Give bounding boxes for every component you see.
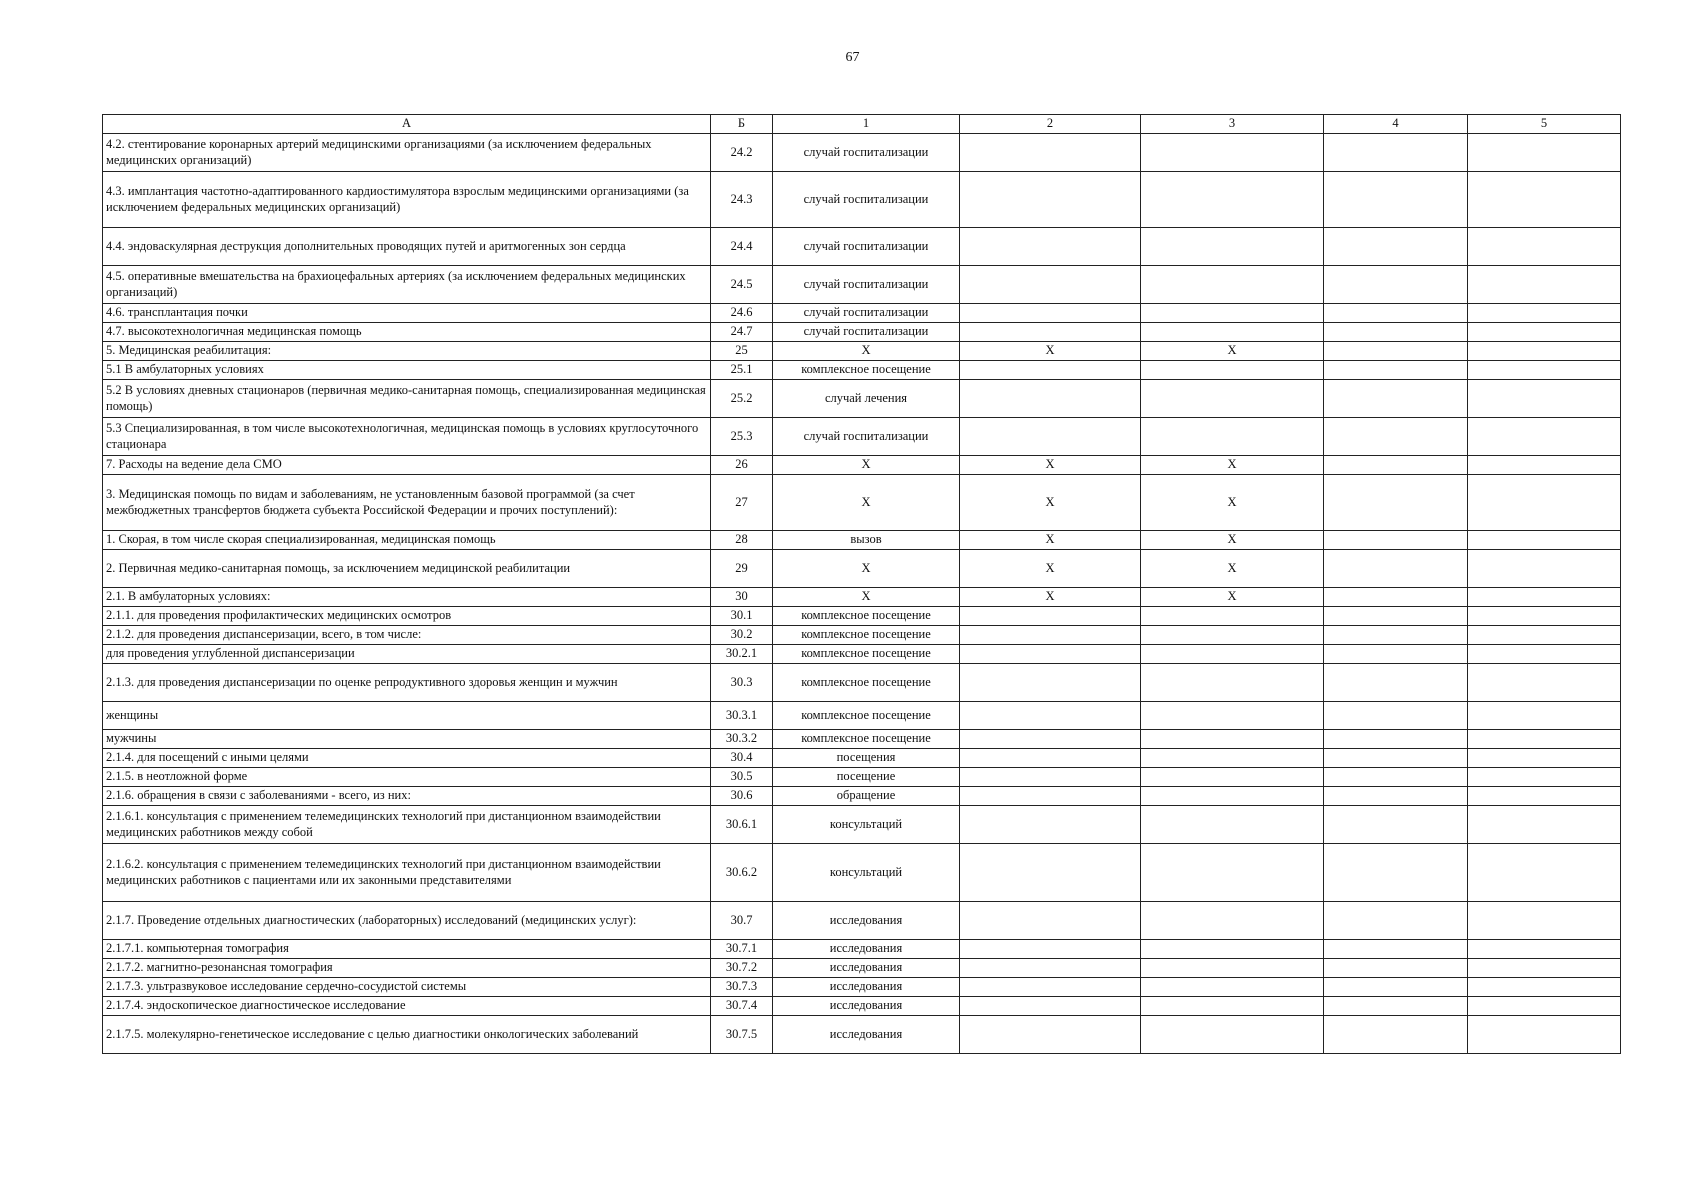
row-col5-cell bbox=[1468, 323, 1621, 342]
row-code-cell: 30.3.1 bbox=[711, 702, 773, 730]
row-col2-cell bbox=[960, 626, 1141, 645]
table-row bbox=[103, 940, 1621, 959]
row-name-cell: 4.6. трансплантация почки bbox=[103, 304, 711, 323]
row-code-cell: 24.4 bbox=[711, 228, 773, 266]
row-col5-cell bbox=[1468, 997, 1621, 1016]
row-col4-cell bbox=[1324, 1016, 1468, 1054]
row-name-cell: 3. Медицинская помощь по видам и заболеваниям, не установленным базовой программой (за счет межбюджетных трансфертов бюджета субъекта Российской Федерации и прочих поступлений): bbox=[103, 475, 711, 531]
row-col4-cell bbox=[1324, 380, 1468, 418]
row-col2-cell bbox=[960, 940, 1141, 959]
row-col4-cell bbox=[1324, 645, 1468, 664]
row-col5-cell bbox=[1468, 749, 1621, 768]
row-col2-cell bbox=[960, 172, 1141, 228]
row-col2-cell bbox=[960, 959, 1141, 978]
row-name-cell: 2.1.7.2. магнитно-резонансная томография bbox=[103, 959, 711, 978]
table-row bbox=[103, 304, 1621, 323]
data-table bbox=[102, 114, 1621, 1054]
row-col5-cell bbox=[1468, 266, 1621, 304]
row-unit-cell: комплексное посещение bbox=[773, 730, 960, 749]
row-col2-cell bbox=[960, 902, 1141, 940]
row-code-cell: 30.5 bbox=[711, 768, 773, 787]
row-name-cell: 2.1. В амбулаторных условиях: bbox=[103, 588, 711, 607]
row-col3-cell bbox=[1141, 702, 1324, 730]
row-col4-cell bbox=[1324, 702, 1468, 730]
row-col4-cell bbox=[1324, 475, 1468, 531]
row-code-cell: 30.1 bbox=[711, 607, 773, 626]
row-unit-cell: консультаций bbox=[773, 806, 960, 844]
row-unit-cell: исследования bbox=[773, 940, 960, 959]
row-col5-cell bbox=[1468, 361, 1621, 380]
page-number: 67 bbox=[845, 50, 860, 65]
row-unit-cell: X bbox=[773, 456, 960, 475]
row-unit-cell: исследования bbox=[773, 978, 960, 997]
row-col4-cell bbox=[1324, 730, 1468, 749]
row-unit-cell: комплексное посещение bbox=[773, 664, 960, 702]
row-name-cell: 2.1.7.4. эндоскопическое диагностическое исследование bbox=[103, 997, 711, 1016]
row-name-cell: 2.1.7.1. компьютерная томография bbox=[103, 940, 711, 959]
row-code-cell: 30.3 bbox=[711, 664, 773, 702]
row-col3-cell: X bbox=[1141, 342, 1324, 361]
row-col4-cell bbox=[1324, 266, 1468, 304]
row-col2-cell bbox=[960, 228, 1141, 266]
table-row bbox=[103, 323, 1621, 342]
row-col2-cell bbox=[960, 664, 1141, 702]
row-unit-cell: случай госпитализации bbox=[773, 323, 960, 342]
row-col3-cell bbox=[1141, 749, 1324, 768]
row-col5-cell bbox=[1468, 418, 1621, 456]
row-code-cell: 30.6.2 bbox=[711, 844, 773, 902]
row-col5-cell bbox=[1468, 806, 1621, 844]
row-col3-cell: X bbox=[1141, 475, 1324, 531]
row-col3-cell: X bbox=[1141, 550, 1324, 588]
row-col2-cell bbox=[960, 304, 1141, 323]
row-code-cell: 30.6 bbox=[711, 787, 773, 806]
row-col3-cell bbox=[1141, 940, 1324, 959]
row-name-cell: 2.1.1. для проведения профилактических медицинских осмотров bbox=[103, 607, 711, 626]
row-col3-cell bbox=[1141, 645, 1324, 664]
row-col2-cell bbox=[960, 730, 1141, 749]
row-code-cell: 24.2 bbox=[711, 134, 773, 172]
row-col5-cell bbox=[1468, 550, 1621, 588]
row-col3-cell bbox=[1141, 172, 1324, 228]
row-col5-cell bbox=[1468, 1016, 1621, 1054]
table-row bbox=[103, 844, 1621, 902]
table-row bbox=[103, 588, 1621, 607]
row-col5-cell bbox=[1468, 702, 1621, 730]
row-col3-cell bbox=[1141, 997, 1324, 1016]
row-name-cell: 4.3. имплантация частотно-адаптированного кардиостимулятора взрослым медицинскими организациями (за исключением федеральных медицинских организаций) bbox=[103, 172, 711, 228]
row-col4-cell bbox=[1324, 806, 1468, 844]
row-name-cell: 5.3 Специализированная, в том числе высокотехнологичная, медицинская помощь в условиях круглосуточного стационара bbox=[103, 418, 711, 456]
row-col5-cell bbox=[1468, 342, 1621, 361]
table-row bbox=[103, 664, 1621, 702]
row-code-cell: 24.3 bbox=[711, 172, 773, 228]
row-code-cell: 27 bbox=[711, 475, 773, 531]
row-name-cell: мужчины bbox=[103, 730, 711, 749]
row-col2-cell bbox=[960, 607, 1141, 626]
row-col2-cell bbox=[960, 266, 1141, 304]
row-col5-cell bbox=[1468, 531, 1621, 550]
row-name-cell: 2.1.6. обращения в связи с заболеваниями - всего, из них: bbox=[103, 787, 711, 806]
row-col2-cell bbox=[960, 323, 1141, 342]
table-row bbox=[103, 749, 1621, 768]
table-row bbox=[103, 959, 1621, 978]
row-col2-cell bbox=[960, 1016, 1141, 1054]
row-col4-cell bbox=[1324, 304, 1468, 323]
row-name-cell: 2.1.7.3. ультразвуковое исследование сердечно-сосудистой системы bbox=[103, 978, 711, 997]
header-col-2: 2 bbox=[960, 115, 1141, 134]
row-unit-cell: комплексное посещение bbox=[773, 626, 960, 645]
row-name-cell: 5.2 В условиях дневных стационаров (первичная медико-санитарная помощь, специализированная медицинская помощь) bbox=[103, 380, 711, 418]
row-unit-cell: X bbox=[773, 550, 960, 588]
row-unit-cell: случай госпитализации bbox=[773, 418, 960, 456]
row-col5-cell bbox=[1468, 978, 1621, 997]
table-row bbox=[103, 134, 1621, 172]
row-col4-cell bbox=[1324, 323, 1468, 342]
row-col2-cell bbox=[960, 645, 1141, 664]
row-col4-cell bbox=[1324, 940, 1468, 959]
row-col2-cell bbox=[960, 749, 1141, 768]
row-col4-cell bbox=[1324, 134, 1468, 172]
row-col4-cell bbox=[1324, 787, 1468, 806]
table-row bbox=[103, 475, 1621, 531]
row-col4-cell bbox=[1324, 607, 1468, 626]
row-unit-cell: комплексное посещение bbox=[773, 702, 960, 730]
row-col5-cell bbox=[1468, 380, 1621, 418]
row-col2-cell: X bbox=[960, 550, 1141, 588]
table-row bbox=[103, 228, 1621, 266]
row-col4-cell bbox=[1324, 749, 1468, 768]
row-col2-cell bbox=[960, 844, 1141, 902]
row-col5-cell bbox=[1468, 304, 1621, 323]
row-col2-cell bbox=[960, 361, 1141, 380]
row-col2-cell bbox=[960, 997, 1141, 1016]
row-col4-cell bbox=[1324, 342, 1468, 361]
row-col4-cell bbox=[1324, 588, 1468, 607]
table-row bbox=[103, 730, 1621, 749]
row-col2-cell bbox=[960, 702, 1141, 730]
row-col4-cell bbox=[1324, 228, 1468, 266]
table-row bbox=[103, 607, 1621, 626]
row-col3-cell bbox=[1141, 768, 1324, 787]
header-col-5: 5 bbox=[1468, 115, 1621, 134]
header-col-3: 3 bbox=[1141, 115, 1324, 134]
row-unit-cell: комплексное посещение bbox=[773, 361, 960, 380]
row-name-cell: 5.1 В амбулаторных условиях bbox=[103, 361, 711, 380]
row-code-cell: 30.7 bbox=[711, 902, 773, 940]
row-col3-cell bbox=[1141, 844, 1324, 902]
row-col3-cell bbox=[1141, 304, 1324, 323]
row-col5-cell bbox=[1468, 645, 1621, 664]
row-col3-cell bbox=[1141, 787, 1324, 806]
row-col3-cell bbox=[1141, 626, 1324, 645]
row-unit-cell: исследования bbox=[773, 902, 960, 940]
row-unit-cell: случай госпитализации bbox=[773, 304, 960, 323]
row-col3-cell bbox=[1141, 902, 1324, 940]
row-name-cell: 4.7. высокотехнологичная медицинская помощь bbox=[103, 323, 711, 342]
row-col3-cell bbox=[1141, 1016, 1324, 1054]
row-col3-cell bbox=[1141, 323, 1324, 342]
row-col2-cell bbox=[960, 380, 1141, 418]
row-name-cell: 4.4. эндоваскулярная деструкция дополнительных проводящих путей и аритмогенных зон сердца bbox=[103, 228, 711, 266]
row-col4-cell bbox=[1324, 664, 1468, 702]
row-col2-cell bbox=[960, 787, 1141, 806]
row-unit-cell: X bbox=[773, 588, 960, 607]
row-name-cell: женщины bbox=[103, 702, 711, 730]
row-name-cell: для проведения углубленной диспансеризации bbox=[103, 645, 711, 664]
row-unit-cell: комплексное посещение bbox=[773, 607, 960, 626]
row-col4-cell bbox=[1324, 550, 1468, 588]
row-col5-cell bbox=[1468, 228, 1621, 266]
row-col5-cell bbox=[1468, 607, 1621, 626]
row-col5-cell bbox=[1468, 959, 1621, 978]
row-col2-cell: X bbox=[960, 588, 1141, 607]
row-code-cell: 30.6.1 bbox=[711, 806, 773, 844]
row-col3-cell bbox=[1141, 418, 1324, 456]
row-name-cell: 5. Медицинская реабилитация: bbox=[103, 342, 711, 361]
row-name-cell: 2.1.6.2. консультация с применением телемедицинских технологий при дистанционном взаимодействии медицинских работников с пациентами или их законными представителями bbox=[103, 844, 711, 902]
table-row bbox=[103, 380, 1621, 418]
row-col5-cell bbox=[1468, 588, 1621, 607]
row-name-cell: 2.1.4. для посещений с иными целями bbox=[103, 749, 711, 768]
row-col2-cell bbox=[960, 134, 1141, 172]
row-code-cell: 25.1 bbox=[711, 361, 773, 380]
row-code-cell: 24.7 bbox=[711, 323, 773, 342]
row-unit-cell: X bbox=[773, 342, 960, 361]
row-col2-cell bbox=[960, 806, 1141, 844]
row-code-cell: 30.7.4 bbox=[711, 997, 773, 1016]
row-code-cell: 30.2.1 bbox=[711, 645, 773, 664]
row-code-cell: 30.4 bbox=[711, 749, 773, 768]
row-col3-cell bbox=[1141, 361, 1324, 380]
row-col4-cell bbox=[1324, 531, 1468, 550]
row-col5-cell bbox=[1468, 475, 1621, 531]
table-row bbox=[103, 418, 1621, 456]
table-row bbox=[103, 550, 1621, 588]
table-row bbox=[103, 1016, 1621, 1054]
row-col3-cell: X bbox=[1141, 588, 1324, 607]
row-name-cell: 2.1.3. для проведения диспансеризации по оценке репродуктивного здоровья женщин и мужчин bbox=[103, 664, 711, 702]
table-row bbox=[103, 531, 1621, 550]
row-name-cell: 2.1.2. для проведения диспансеризации, всего, в том числе: bbox=[103, 626, 711, 645]
row-code-cell: 24.6 bbox=[711, 304, 773, 323]
row-col4-cell bbox=[1324, 902, 1468, 940]
table-body bbox=[103, 134, 1621, 1054]
row-code-cell: 24.5 bbox=[711, 266, 773, 304]
row-col3-cell bbox=[1141, 978, 1324, 997]
table-row bbox=[103, 342, 1621, 361]
row-unit-cell: X bbox=[773, 475, 960, 531]
table-row bbox=[103, 997, 1621, 1016]
row-unit-cell: исследования bbox=[773, 959, 960, 978]
row-col3-cell bbox=[1141, 607, 1324, 626]
row-col4-cell bbox=[1324, 626, 1468, 645]
row-col2-cell: X bbox=[960, 456, 1141, 475]
row-name-cell: 4.5. оперативные вмешательства на брахиоцефальных артериях (за исключением федеральных медицинских организаций) bbox=[103, 266, 711, 304]
row-col5-cell bbox=[1468, 787, 1621, 806]
row-col5-cell bbox=[1468, 456, 1621, 475]
row-unit-cell: комплексное посещение bbox=[773, 645, 960, 664]
row-unit-cell: случай госпитализации bbox=[773, 266, 960, 304]
table-row bbox=[103, 787, 1621, 806]
row-col3-cell bbox=[1141, 266, 1324, 304]
row-col3-cell bbox=[1141, 959, 1324, 978]
row-name-cell: 2.1.5. в неотложной форме bbox=[103, 768, 711, 787]
header-col-a: А bbox=[103, 115, 711, 134]
header-col-1: 1 bbox=[773, 115, 960, 134]
row-col3-cell: X bbox=[1141, 456, 1324, 475]
row-col5-cell bbox=[1468, 626, 1621, 645]
row-unit-cell: посещение bbox=[773, 768, 960, 787]
row-col5-cell bbox=[1468, 730, 1621, 749]
row-col4-cell bbox=[1324, 418, 1468, 456]
row-col4-cell bbox=[1324, 978, 1468, 997]
row-name-cell: 4.2. стентирование коронарных артерий медицинскими организациями (за исключением федеральных медицинских организаций) bbox=[103, 134, 711, 172]
row-col2-cell: X bbox=[960, 531, 1141, 550]
row-col2-cell: X bbox=[960, 475, 1141, 531]
row-col3-cell: X bbox=[1141, 531, 1324, 550]
row-name-cell: 7. Расходы на ведение дела СМО bbox=[103, 456, 711, 475]
row-name-cell: 2.1.6.1. консультация с применением телемедицинских технологий при дистанционном взаимодействии медицинских работников между собой bbox=[103, 806, 711, 844]
row-col5-cell bbox=[1468, 172, 1621, 228]
header-row bbox=[103, 115, 1621, 134]
row-col3-cell bbox=[1141, 134, 1324, 172]
row-col4-cell bbox=[1324, 768, 1468, 787]
row-unit-cell: исследования bbox=[773, 997, 960, 1016]
table-row bbox=[103, 768, 1621, 787]
table-row bbox=[103, 626, 1621, 645]
table-row bbox=[103, 978, 1621, 997]
row-col2-cell bbox=[960, 768, 1141, 787]
row-unit-cell: случай госпитализации bbox=[773, 172, 960, 228]
row-col5-cell bbox=[1468, 902, 1621, 940]
row-unit-cell: исследования bbox=[773, 1016, 960, 1054]
row-code-cell: 30.3.2 bbox=[711, 730, 773, 749]
table-row bbox=[103, 172, 1621, 228]
row-name-cell: 1. Скорая, в том числе скорая специализированная, медицинская помощь bbox=[103, 531, 711, 550]
row-code-cell: 25.2 bbox=[711, 380, 773, 418]
row-unit-cell: посещения bbox=[773, 749, 960, 768]
row-name-cell: 2.1.7. Проведение отдельных диагностических (лабораторных) исследований (медицинских услуг): bbox=[103, 902, 711, 940]
row-code-cell: 30.2 bbox=[711, 626, 773, 645]
table-row bbox=[103, 806, 1621, 844]
table-row bbox=[103, 902, 1621, 940]
row-code-cell: 25.3 bbox=[711, 418, 773, 456]
row-col2-cell: X bbox=[960, 342, 1141, 361]
row-code-cell: 30.7.5 bbox=[711, 1016, 773, 1054]
row-col4-cell bbox=[1324, 844, 1468, 902]
row-col5-cell bbox=[1468, 664, 1621, 702]
row-code-cell: 29 bbox=[711, 550, 773, 588]
row-name-cell: 2. Первичная медико-санитарная помощь, за исключением медицинской реабилитации bbox=[103, 550, 711, 588]
row-unit-cell: вызов bbox=[773, 531, 960, 550]
row-unit-cell: случай лечения bbox=[773, 380, 960, 418]
header-col-4: 4 bbox=[1324, 115, 1468, 134]
row-col5-cell bbox=[1468, 768, 1621, 787]
row-col4-cell bbox=[1324, 456, 1468, 475]
row-unit-cell: консультаций bbox=[773, 844, 960, 902]
row-code-cell: 30.7.1 bbox=[711, 940, 773, 959]
table-row bbox=[103, 645, 1621, 664]
row-name-cell: 2.1.7.5. молекулярно-генетическое исследование с целью диагностики онкологических заболеваний bbox=[103, 1016, 711, 1054]
table-row bbox=[103, 266, 1621, 304]
row-col3-cell bbox=[1141, 664, 1324, 702]
row-col4-cell bbox=[1324, 997, 1468, 1016]
row-col4-cell bbox=[1324, 959, 1468, 978]
row-col3-cell bbox=[1141, 806, 1324, 844]
row-col3-cell bbox=[1141, 730, 1324, 749]
row-code-cell: 30.7.2 bbox=[711, 959, 773, 978]
table-row bbox=[103, 456, 1621, 475]
row-col4-cell bbox=[1324, 172, 1468, 228]
row-col2-cell bbox=[960, 978, 1141, 997]
row-code-cell: 25 bbox=[711, 342, 773, 361]
row-col3-cell bbox=[1141, 380, 1324, 418]
row-unit-cell: случай госпитализации bbox=[773, 228, 960, 266]
table-row bbox=[103, 702, 1621, 730]
row-unit-cell: случай госпитализации bbox=[773, 134, 960, 172]
header-col-b: Б bbox=[711, 115, 773, 134]
row-col5-cell bbox=[1468, 134, 1621, 172]
row-col2-cell bbox=[960, 418, 1141, 456]
table-row bbox=[103, 361, 1621, 380]
row-col4-cell bbox=[1324, 361, 1468, 380]
row-code-cell: 30.7.3 bbox=[711, 978, 773, 997]
row-code-cell: 28 bbox=[711, 531, 773, 550]
row-code-cell: 26 bbox=[711, 456, 773, 475]
row-col5-cell bbox=[1468, 940, 1621, 959]
row-code-cell: 30 bbox=[711, 588, 773, 607]
row-col3-cell bbox=[1141, 228, 1324, 266]
row-unit-cell: обращение bbox=[773, 787, 960, 806]
row-col5-cell bbox=[1468, 844, 1621, 902]
